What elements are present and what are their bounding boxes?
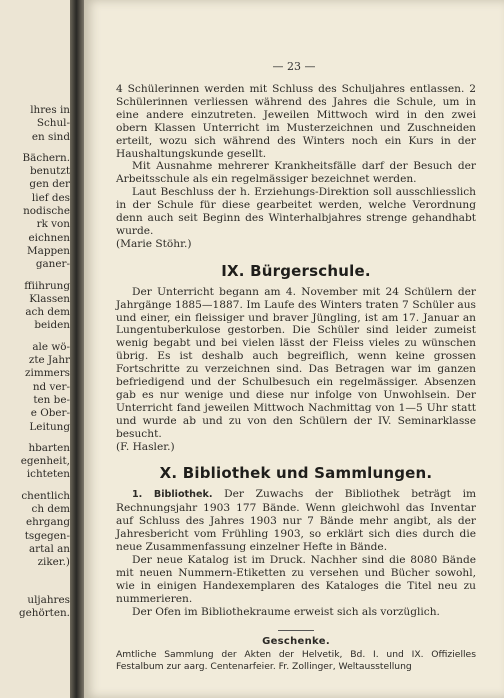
left-page-line: Leitung	[29, 420, 70, 433]
left-page-line	[0, 333, 70, 341]
divider-rule	[278, 630, 314, 631]
left-page-line: Mappen	[27, 244, 70, 257]
library-subheading: 1. Bibliothek.	[132, 489, 213, 501]
left-page-line: rk von	[36, 218, 70, 231]
left-page-line	[0, 570, 70, 578]
left-page-line: ach dem	[25, 306, 70, 319]
page-content	[116, 83, 476, 673]
left-page-line: e Ober-	[30, 407, 70, 420]
left-page-line: en sind	[31, 130, 70, 143]
section9-signature: (F. Hasler.)	[116, 440, 175, 453]
left-page-line: Schul-	[36, 117, 70, 130]
left-page-line: tsgegen-	[24, 529, 70, 542]
left-page-text	[0, 104, 70, 620]
left-page-line: eichnen	[28, 231, 70, 244]
left-page-line: uljahres	[27, 593, 70, 606]
left-page-line: artal an	[28, 542, 70, 555]
page-number: — 23 —	[272, 60, 316, 73]
section8-signature: (Marie Stöhr.)	[116, 237, 192, 250]
left-page-line: ch dem	[31, 503, 70, 516]
left-page-line: Klassen	[29, 292, 70, 305]
left-page-line	[0, 144, 70, 152]
left-page-line: nd ver-	[32, 380, 70, 393]
right-page	[84, 0, 504, 698]
left-page-line	[0, 434, 70, 442]
left-page-line: zimmers	[25, 367, 70, 380]
section10-paragraph-2: Der neue Katalog ist im Druck. Nachher sind die 8080 Bände mit neuen Nummern-Etiketten zu versehen und Bücher sowohl, wie in einigen Handexemplaren des Kataloges die Titel neu zu nummerieren.	[116, 553, 476, 605]
left-page-line	[0, 586, 70, 594]
section10-heading: X. Bibliothek und Sammlungen.	[159, 464, 433, 483]
section10-paragraph-3: Der Ofen im Bibliothekraume erweist sich als vorzüglich.	[132, 605, 440, 618]
left-page-line: ffiihrung	[24, 279, 70, 292]
left-page-line: nodische	[23, 205, 70, 218]
left-page-line: ten be-	[33, 393, 70, 406]
left-page-line: ehrgang	[26, 516, 70, 529]
left-page-line: ganer-	[35, 258, 70, 271]
section8-intro: 4 Schülerinnen werden mit Schluss des Schuljahres entlassen. 2 Schülerinnen verliessen während des Jahres die Schule, um in eine andere einzutreten. Jeweilen Mittwoch wird in den zwei obern Klassen Unterricht im Musterzeichnen und Zuschneiden erteilt, wozu sich während des Winters noch ein Kurs in der Haushaltungskunde gesellt.	[116, 83, 476, 160]
left-page-line: chentlich	[21, 489, 70, 502]
book-gutter	[70, 0, 84, 698]
left-page-line	[0, 482, 70, 490]
left-page-line: gehörten.	[18, 606, 70, 619]
left-page-line: beiden	[34, 319, 70, 332]
gifts-heading: Geschenke.	[262, 636, 330, 648]
left-page-line: zte Jahr	[28, 354, 70, 367]
left-page-line: gen der	[29, 178, 70, 191]
left-page-line: egenheit,	[20, 455, 70, 468]
left-page-line: benutzt	[29, 165, 70, 178]
section8-paragraph-2: Mit Ausnahme mehrerer Krankheitsfälle darf der Besuch der Arbeitsschule als ein regelmässiger bezeichnet werden.	[116, 160, 476, 186]
left-page-line: ale wö-	[32, 340, 70, 353]
left-page-line: ichteten	[26, 468, 70, 481]
left-page-line: hbarten	[28, 441, 70, 454]
section9-text: Der Unterricht begann am 4. November mit 24 Schülern der Jahrgänge 1885—1887. Im Laufe des Winters traten 7 Schüler aus und einer, ein fleissiger und braver Jüngling, ist am 17. Januar an Lungentuberkulose gestorben. Die Schüler sind leider zumeist wenig begabt und bei vielen lässt der Fleiss vieles zu wünschen übrig. Es ist deshalb auch begreiflich, wenn keine grossen Fortschritte zu verzeichnen sind. Das Betragen war im ganzen befriedigend und der Schulbesuch ein regelmässiger. Absenzen gab es nur wenige und diese nur infolge von Unwohlsein. Der Unterricht fand jeweilen Mittwoch Nachmittag von 1—5 Uhr statt und wurde ab und zu von den Schülern der IV. Seminarklasse besucht.	[116, 285, 476, 440]
section10-paragraph-1	[116, 488, 476, 554]
left-page-line	[0, 272, 70, 280]
left-page-line	[0, 578, 70, 586]
library-text: Der Zuwachs der Bibliothek beträgt im Rechnungsjahr 1903 177 Bände. Wenn gleichwohl das Inventar auf Schluss des Jahres 1903 nur 7 Bände mehr angibt, als der Jahresbericht vom Frühling 1903, so erklärt sich dies durch die neue Zusammenfassung einzelner Hefte in Bände.	[116, 488, 477, 553]
gifts-text: Amtliche Sammlung der Akten der Helvetik, Bd. I. und IX. Offizielles Festalbum zur aarg. Centenarfeier. Fr. Zollinger, Weltausstellung	[116, 649, 476, 673]
left-page	[0, 0, 70, 698]
left-page-line: Bächern.	[22, 151, 70, 164]
section8-paragraph-3: Laut Beschluss der h. Erziehungs-Direktion soll ausschliesslich in der Schule für diese gearbeitet werden, welche Verordnung denn auch seit Beginn des Winterhalbjahres strenge gehandhabt wurde.	[116, 186, 476, 237]
left-page-line: lhres in	[30, 104, 70, 116]
section9-heading: IX. Bürgerschule.	[221, 261, 371, 280]
left-page-line: lief des	[31, 191, 70, 204]
left-page-line: ziker.)	[37, 556, 70, 569]
